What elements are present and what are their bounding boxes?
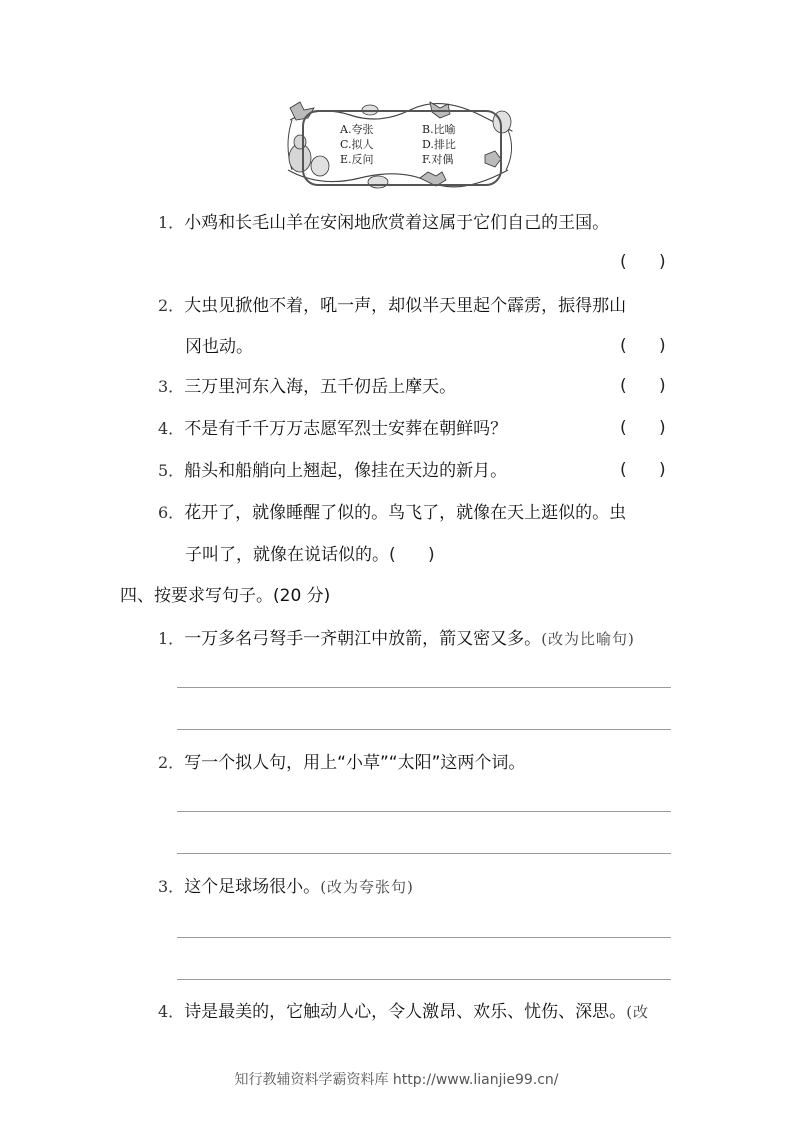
footer-watermark: 知行教辅资料学霸资料库 http://www.lianjie99.cn/	[234, 1072, 559, 1088]
s4-q3-answer-line-2[interactable]	[177, 979, 671, 980]
option-f: F.对偶	[422, 153, 454, 166]
s3-question-5	[158, 460, 507, 482]
section4-heading: 四、按要求写句子。(20 分)	[120, 586, 331, 606]
s3-answer-blank-4[interactable]: ( )	[620, 418, 666, 438]
s4-question-4	[158, 1001, 649, 1023]
s3-question-3	[158, 376, 456, 398]
question-text: 不是有千千万万志愿军烈士安葬在朝鲜吗？	[184, 419, 508, 439]
option-e: E.反问	[340, 153, 374, 166]
s4-question-3	[158, 876, 414, 898]
question-hint: (改为比喻句)	[541, 630, 635, 648]
s4-q2-answer-line-2[interactable]	[177, 853, 671, 854]
s3-answer-blank-3[interactable]: ( )	[620, 376, 666, 396]
rhetoric-options-box	[280, 100, 518, 190]
question-text: 船头和船艄向上翘起，像挂在天边的新月。	[184, 461, 508, 481]
s3-answer-blank-1[interactable]: ( )	[620, 252, 666, 272]
question-number: 3．	[158, 877, 185, 896]
question-text: 花开了，就像睡醒了似的。鸟飞了，就像在天上逛似的。虫	[184, 503, 627, 523]
question-text: 大虫见掀他不着，吼一声，却似半天里起个霹雳，振得那山	[184, 296, 627, 316]
s3-question-1	[158, 212, 609, 234]
s4-q1-answer-line-1[interactable]	[177, 687, 671, 688]
s3-answer-blank-6[interactable]: ( )	[389, 545, 435, 565]
question-number: 3．	[158, 377, 185, 396]
s3-answer-blank-2[interactable]: ( )	[620, 336, 666, 356]
s4-question-1	[158, 628, 635, 650]
s4-q2-answer-line-1[interactable]	[177, 811, 671, 812]
option-b: B.比喻	[422, 123, 456, 136]
question-text: 三万里河东入海，五千仞岳上摩天。	[184, 377, 457, 397]
question-text: 子叫了，就像在说话似的。	[185, 545, 389, 565]
s3-question-4	[158, 418, 507, 440]
question-number: 1．	[158, 213, 185, 232]
question-hint: (改为夸张句)	[320, 878, 414, 896]
s4-q1-answer-line-2[interactable]	[177, 729, 671, 730]
option-d: D.排比	[422, 138, 456, 151]
s4-question-2	[158, 752, 525, 774]
s3-question-6-cont	[185, 544, 435, 566]
question-number: 1．	[158, 629, 185, 648]
s3-answer-blank-5[interactable]: ( )	[620, 460, 666, 480]
question-number: 5．	[158, 461, 185, 480]
question-number: 2．	[158, 296, 185, 315]
option-c: C.拟人	[340, 138, 374, 151]
s3-question-2-cont: 冈也动。	[185, 337, 253, 357]
question-text: 小鸡和长毛山羊在安闲地欣赏着这属于它们自己的王国。	[184, 213, 610, 233]
option-a: A.夸张	[340, 123, 374, 136]
question-number: 2．	[158, 753, 185, 772]
question-text: 一万多名弓弩手一齐朝江中放箭，箭又密又多。	[184, 629, 542, 649]
question-number: 4．	[158, 419, 185, 438]
question-text: 诗是最美的，它触动人心，令人激昂、欢乐、忧伤、深思。	[184, 1002, 627, 1022]
s3-question-6	[158, 502, 626, 524]
question-number: 4．	[158, 1002, 185, 1021]
s3-question-2	[158, 295, 626, 317]
question-text: 这个足球场很小。	[184, 877, 321, 897]
question-number: 6．	[158, 503, 185, 522]
s4-q3-answer-line-1[interactable]	[177, 937, 671, 938]
question-hint: (改	[626, 1003, 650, 1021]
options-list	[340, 122, 490, 167]
question-text: 写一个拟人句，用上“小草”“太阳”这两个词。	[184, 753, 526, 773]
